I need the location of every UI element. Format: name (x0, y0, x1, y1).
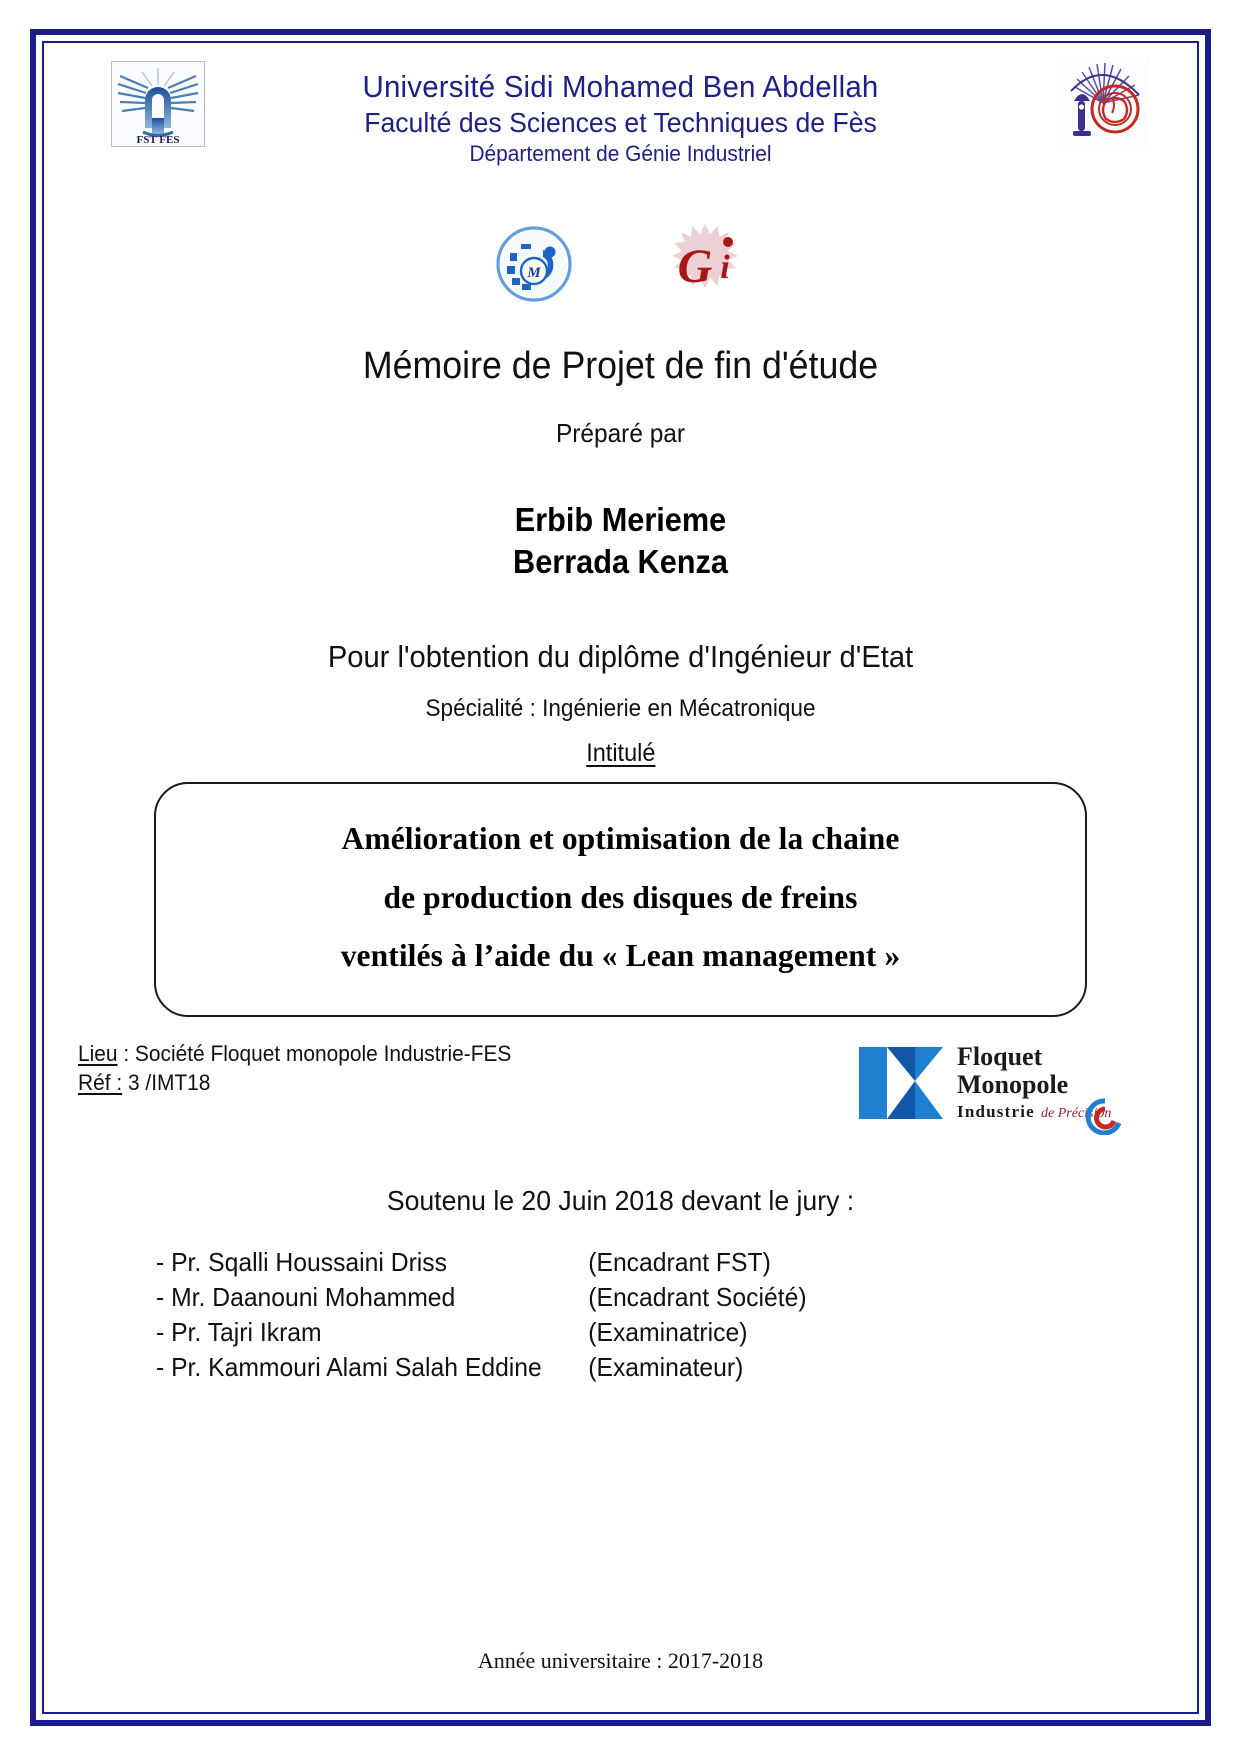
lieu-label: Lieu (78, 1040, 118, 1066)
ref-label: Réf : (78, 1069, 123, 1095)
ref-line (78, 1068, 511, 1097)
prepared-by-label: Préparé par (555, 418, 686, 448)
gi-letter-g: G (677, 240, 712, 293)
authors-list (56, 499, 1185, 583)
jury-member-role: (Encadrant Société) (588, 1281, 807, 1312)
usmba-seal-icon (1057, 57, 1149, 149)
floquet-m-mark (859, 1043, 943, 1119)
jury-member-role: (Examinatrice) (588, 1317, 748, 1348)
thesis-title-line: de production des disques de freins (383, 879, 858, 915)
floquet-monopole-logo-icon (853, 1035, 1153, 1135)
faculty-name: Faculté des Sciences et Techniques de Fès (364, 106, 877, 138)
svg-text:FST FES: FST FES (136, 134, 180, 146)
memoire-title: Mémoire de Projet de fin d'étude (362, 345, 879, 387)
author-name: Berrada Kenza (513, 543, 728, 581)
ref-value: 3 /IMT18 (122, 1069, 211, 1095)
lieu-ref-row (56, 1039, 1185, 1143)
usmba-seal-logo (1057, 57, 1149, 149)
diploma-statement: Pour l'obtention du diplôme d'Ingénieur d'Etat (327, 639, 914, 675)
footer-academic-year: Année universitaire : 2017-2018 (477, 1648, 764, 1673)
jury-member-name: - Pr. Kammouri Alami Salah Eddine (156, 1352, 542, 1383)
thesis-title-box (154, 782, 1087, 1016)
jury-member-row (156, 1245, 1134, 1280)
floquet-text-line3: Industrie (957, 1101, 1035, 1121)
author-name: Erbib Merieme (514, 501, 727, 538)
intitule-label: Intitulé (585, 739, 656, 768)
jury-member-name: - Pr. Tajri Ikram (156, 1317, 322, 1348)
university-heading (56, 69, 1185, 167)
defense-heading: Soutenu le 20 Juin 2018 devant le jury : (386, 1184, 855, 1216)
jury-member-name: - Mr. Daanouni Mohammed (156, 1281, 456, 1312)
speciality-line: Spécialité : Ingénierie en Mécatronique (425, 695, 816, 723)
lieu-ref-block (78, 1039, 511, 1097)
gi-logo (659, 220, 751, 306)
gi-letter-i: i (719, 249, 730, 286)
mechatronics-logo (491, 220, 577, 306)
floquet-text-line4: de Précision (1041, 1105, 1112, 1121)
mechatronics-gear-icon (491, 220, 577, 306)
jury-member-row (156, 1280, 1134, 1315)
gi-starburst-icon (659, 220, 751, 306)
thesis-title-line: ventilés à l’aide du « Lean management » (340, 937, 901, 973)
header (56, 55, 1185, 205)
jury-member-name: - Pr. Sqalli Houssaini Driss (156, 1246, 447, 1277)
floquet-text-line2: Monopole (957, 1069, 1069, 1099)
floquet-monopole-logo (853, 1035, 1153, 1135)
intitule-wrapper (56, 739, 1185, 768)
jury-member-role: (Examinateur) (588, 1352, 744, 1383)
floquet-text-line1: Floquet (957, 1041, 1043, 1071)
jury-member-role: (Encadrant FST) (588, 1246, 771, 1277)
department-name: Département de Génie Industriel (469, 140, 772, 166)
university-name: Université Sidi Mohamed Ben Abdellah (362, 69, 879, 104)
mechatronics-letter-m: M (526, 265, 541, 281)
jury-member-row (156, 1350, 1134, 1385)
jury-member-row (156, 1315, 1134, 1350)
lieu-line (78, 1039, 511, 1068)
program-logos (56, 215, 1185, 311)
jury-list (156, 1245, 1134, 1385)
lieu-value: : Société Floquet monopole Industrie-FES (117, 1040, 512, 1066)
page-content (56, 55, 1185, 1700)
thesis-title-line: Amélioration et optimisation de la chaine (341, 821, 900, 857)
